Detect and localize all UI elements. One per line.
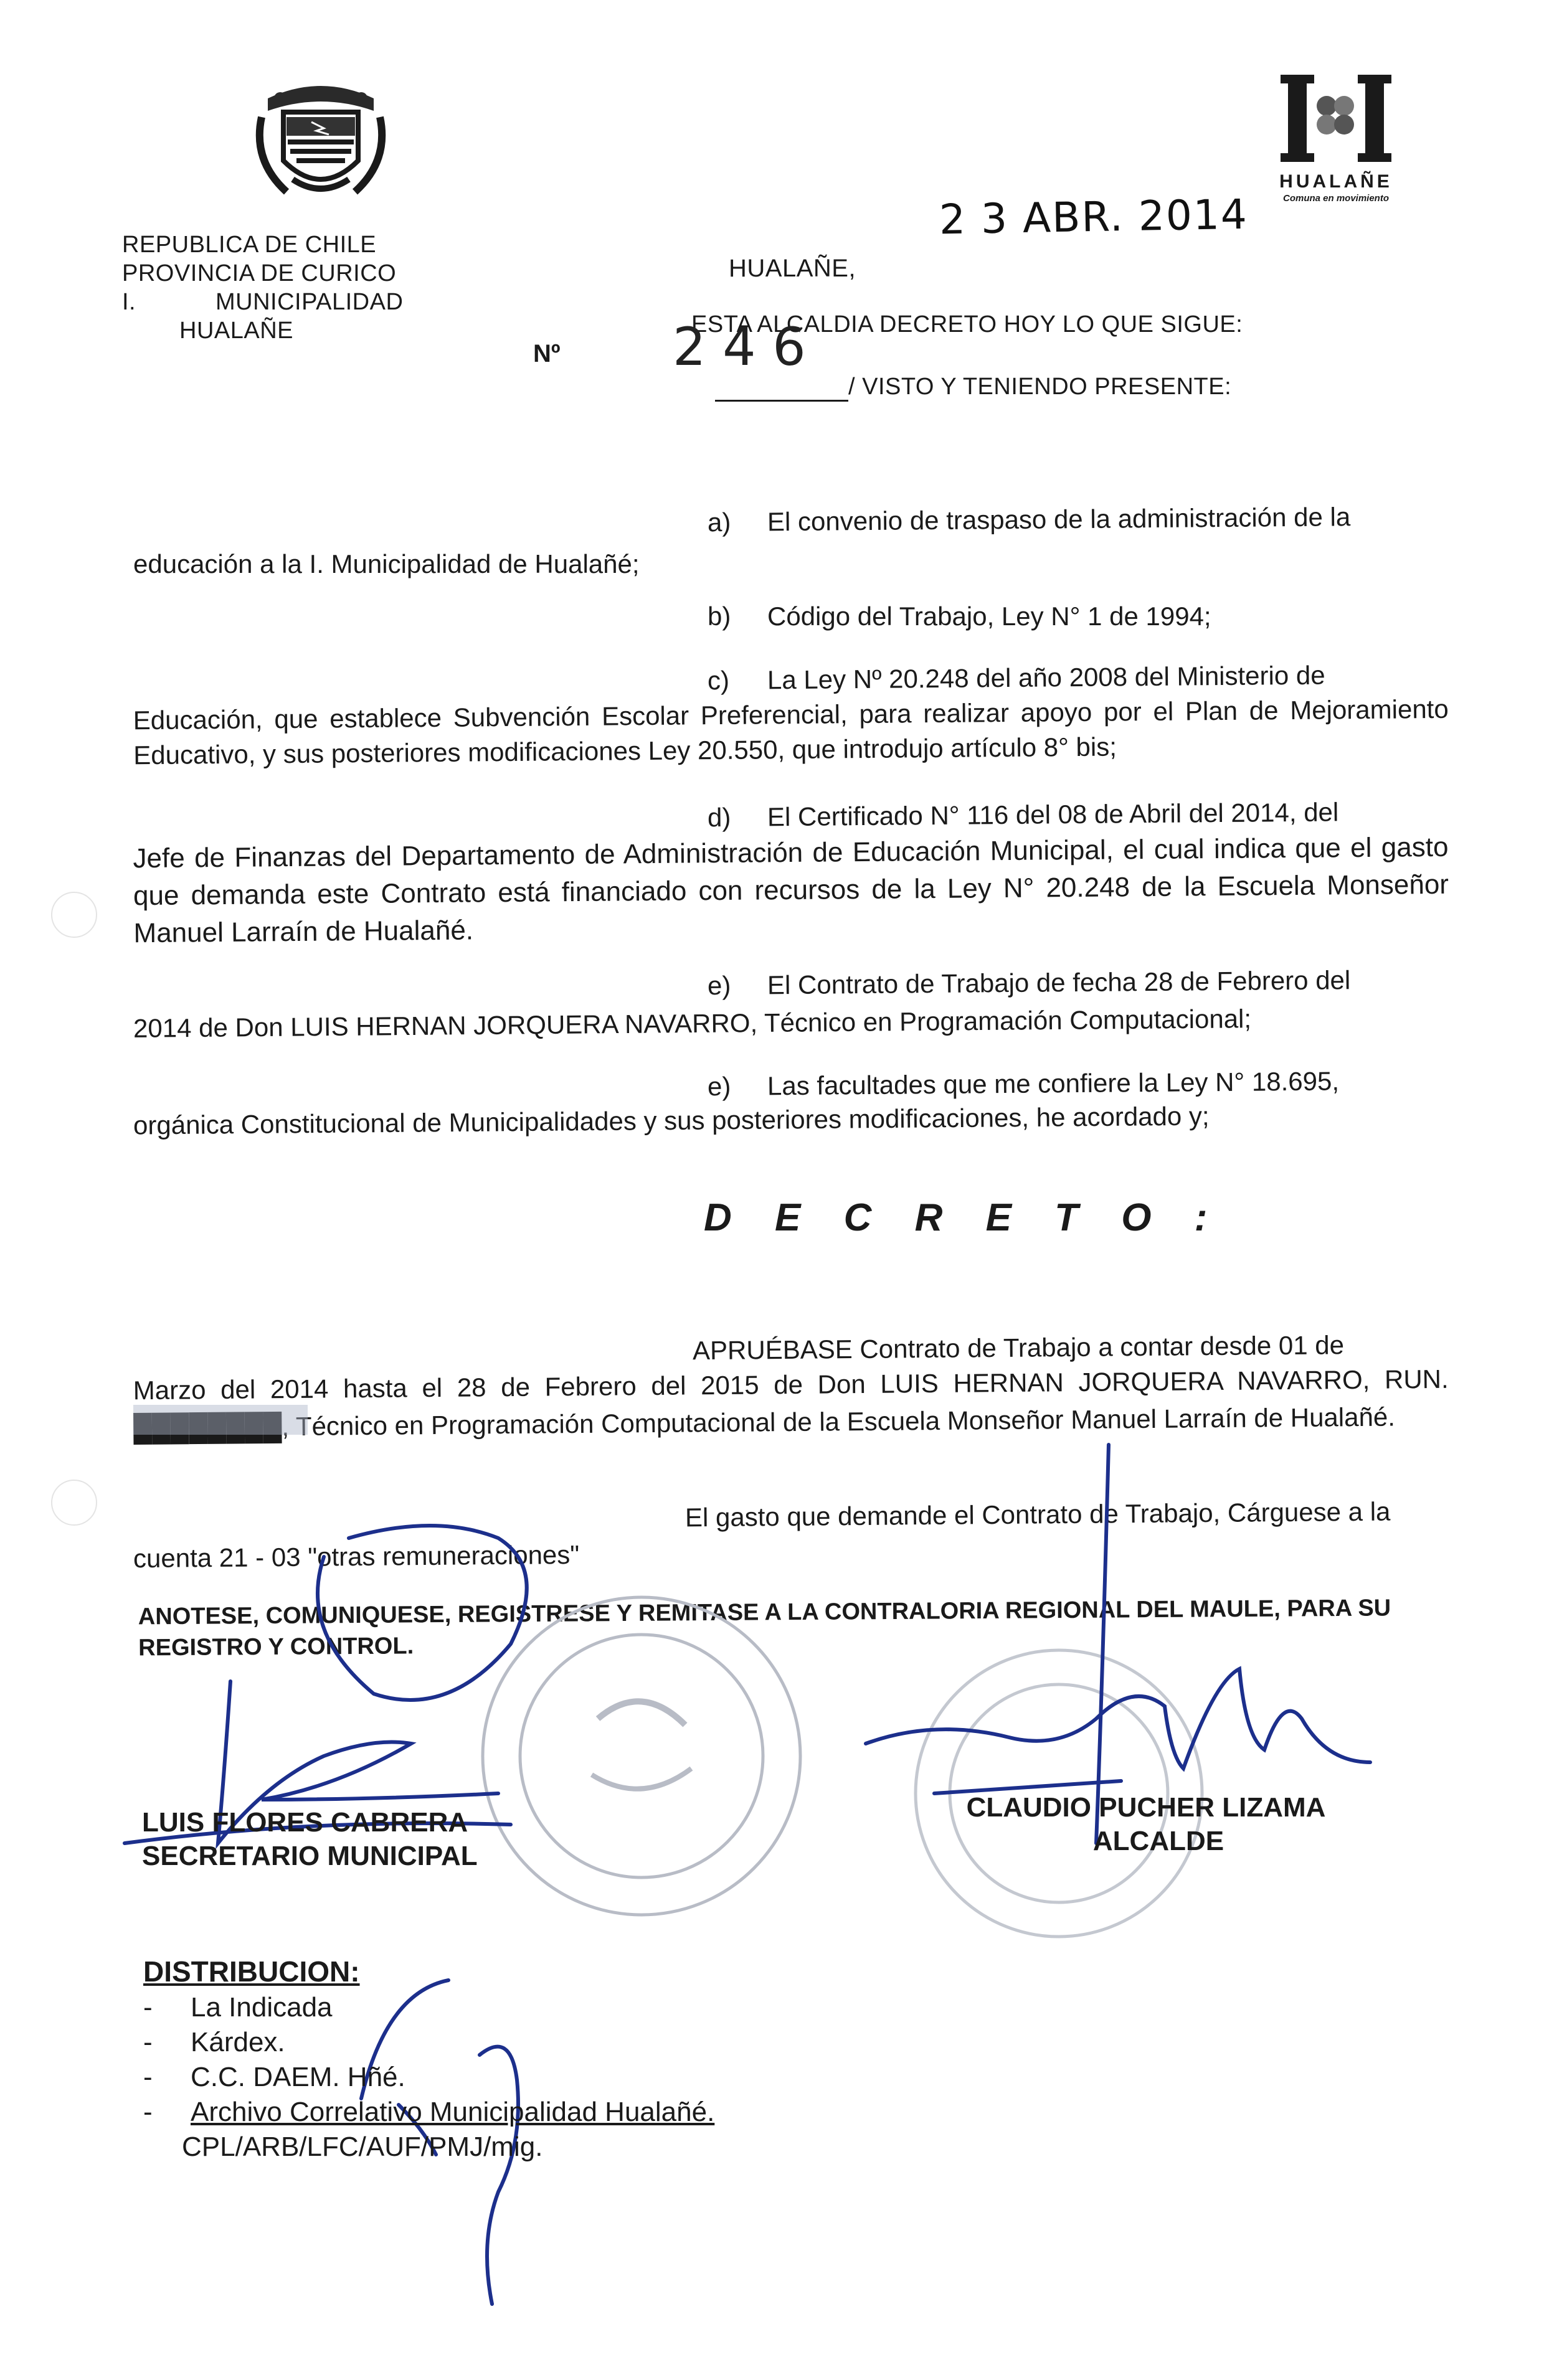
consideration-e2-continuation: orgánica Constitucional de Municipalidades y sus posteriores modificaciones, he acordado y; — [133, 1101, 1210, 1140]
header-province: PROVINCIA DE CURICO — [122, 260, 397, 286]
secretary-name: LUIS FLORES CABRERA — [142, 1807, 468, 1838]
approve-rest: Marzo del 2014 hasta el 28 de Febrero del 2015 de Don LUIS HERNAN JORQUERA NAVARRO, RUN. ████████, Técnico en Programación Computacional de la Escuela Monseñor Manuel Larraín de Hualañé. — [133, 1364, 1449, 1443]
hualane-logo — [1264, 68, 1408, 205]
closing-statement: ANOTESE, COMUNIQUESE, REGISTRESE Y REMITASE A LA CONTRALORIA REGIONAL DEL MAULE, PARA SU REGISTRO Y CONTROL. — [138, 1595, 1391, 1661]
mayor-name: CLAUDIO PUCHER LIZAMA — [966, 1792, 1326, 1823]
visto-label: / VISTO Y TENIENDO PRESENTE: — [848, 374, 1232, 400]
consideration-b — [708, 599, 1449, 634]
decree-intro: ESTA ALCALDIA DECRETO HOY LO QUE SIGUE: — [691, 311, 1243, 338]
distribution-block — [143, 1953, 714, 2165]
hualane-h-logo-icon — [1264, 68, 1408, 168]
mayor-title: ALCALDE — [1092, 1826, 1224, 1856]
consideration-a — [708, 499, 1449, 540]
consideration-letter: d) — [707, 802, 731, 833]
redaction-mark — [133, 1405, 308, 1435]
consideration-letter: e) — [707, 1071, 731, 1102]
punch-hole-bottom — [51, 1480, 97, 1526]
distribution-item: - La Indicada — [143, 1992, 333, 2023]
place-label: HUALAÑE, — [729, 255, 856, 282]
logo-text: HUALAÑE — [1279, 171, 1393, 192]
distribution-initials: CPL/ARB/LFC/AUF/PMJ/mig. — [182, 2132, 543, 2162]
stamp-date: 2 3 ABR. 2014 — [939, 190, 1249, 244]
consideration-text: El Contrato de Trabajo de fecha 28 de Febrero del — [767, 965, 1351, 1000]
decreto-title: D E C R E T O : — [704, 1196, 1224, 1239]
consideration-text: El convenio de traspaso de la administración de la — [767, 502, 1351, 537]
consideration-a-continuation: educación a la I. Municipalidad de Hualañé; — [133, 549, 640, 578]
consideration-e1-continuation: 2014 de Don LUIS HERNAN JORQUERA NAVARRO, Técnico en Programación Computacional; — [133, 1004, 1252, 1043]
consideration-c-continuation: Educación, que establece Subvención Escolar Preferencial, para realizar apoyo por el Plan de Mejoramiento Educativo, y sus posteriores modificaciones Ley 20.550, que introdujo artículo 8° bis; — [133, 694, 1449, 770]
logo-tagline: Comuna en movimiento — [1282, 193, 1390, 204]
decree-number: 2 4 6 — [673, 316, 806, 377]
municipality-prefix: I. — [122, 289, 136, 315]
coat-of-arms-icon — [249, 73, 392, 204]
consideration-e2 — [708, 1063, 1449, 1104]
consideration-letter: b) — [708, 602, 731, 631]
consideration-e1 — [708, 962, 1449, 1003]
consideration-d-continuation: Jefe de Finanzas del Departamento de Administración de Educación Municipal, el cual indica que el gasto que demanda este Contrato está financiado con recursos de la Ley N° 20.248 de la Escuela Monseñor Manuel Larraín de Hualañé. — [133, 831, 1449, 949]
consideration-letter: e) — [707, 970, 731, 1001]
punch-hole-top — [51, 892, 97, 938]
distribution-item: - Kárdex. — [143, 2027, 285, 2057]
secretary-title: SECRETARIO MUNICIPAL — [142, 1841, 478, 1871]
secretary-signature-block — [142, 1806, 478, 1873]
consideration-text: El Certificado N° 116 del 08 de Abril del 2014, del — [767, 797, 1339, 832]
header-country: REPUBLICA DE CHILE — [122, 232, 377, 258]
consideration-c — [708, 657, 1449, 698]
distribution-item: - Archivo Correlativo Municipalidad Hualañé. — [143, 2097, 715, 2127]
municipality-name: MUNICIPALIDAD — [215, 289, 404, 315]
consideration-text: La Ley Nº 20.248 del año 2008 del Ministerio de — [767, 660, 1325, 695]
distribution-item: - C.C. DAEM. Hñé. — [143, 2062, 405, 2092]
visto-line — [715, 400, 848, 402]
consideration-letter: a) — [707, 507, 731, 537]
consideration-letter: c) — [707, 665, 730, 696]
approve-lead: APRUÉBASE Contrato de Trabajo a contar desde 01 de — [692, 1330, 1345, 1366]
consideration-text: Código del Trabajo, Ley N° 1 de 1994; — [767, 602, 1211, 631]
distribution-title: DISTRIBUCION: — [143, 1955, 360, 1988]
expense-lead: El gasto que demande el Contrato de Trabajo, Cárguese a la — [684, 1496, 1391, 1532]
header-municipality — [122, 288, 471, 316]
mayor-signature-block — [940, 1791, 1352, 1858]
consideration-text: Las facultades que me confiere la Ley N° 18.695, — [767, 1066, 1340, 1101]
header-town: HUALAÑE — [179, 318, 293, 344]
consideration-d — [708, 794, 1449, 835]
decree-number-prefix: Nº — [533, 340, 561, 367]
expense-rest: cuenta 21 - 03 "otras remuneraciones" — [133, 1539, 580, 1574]
